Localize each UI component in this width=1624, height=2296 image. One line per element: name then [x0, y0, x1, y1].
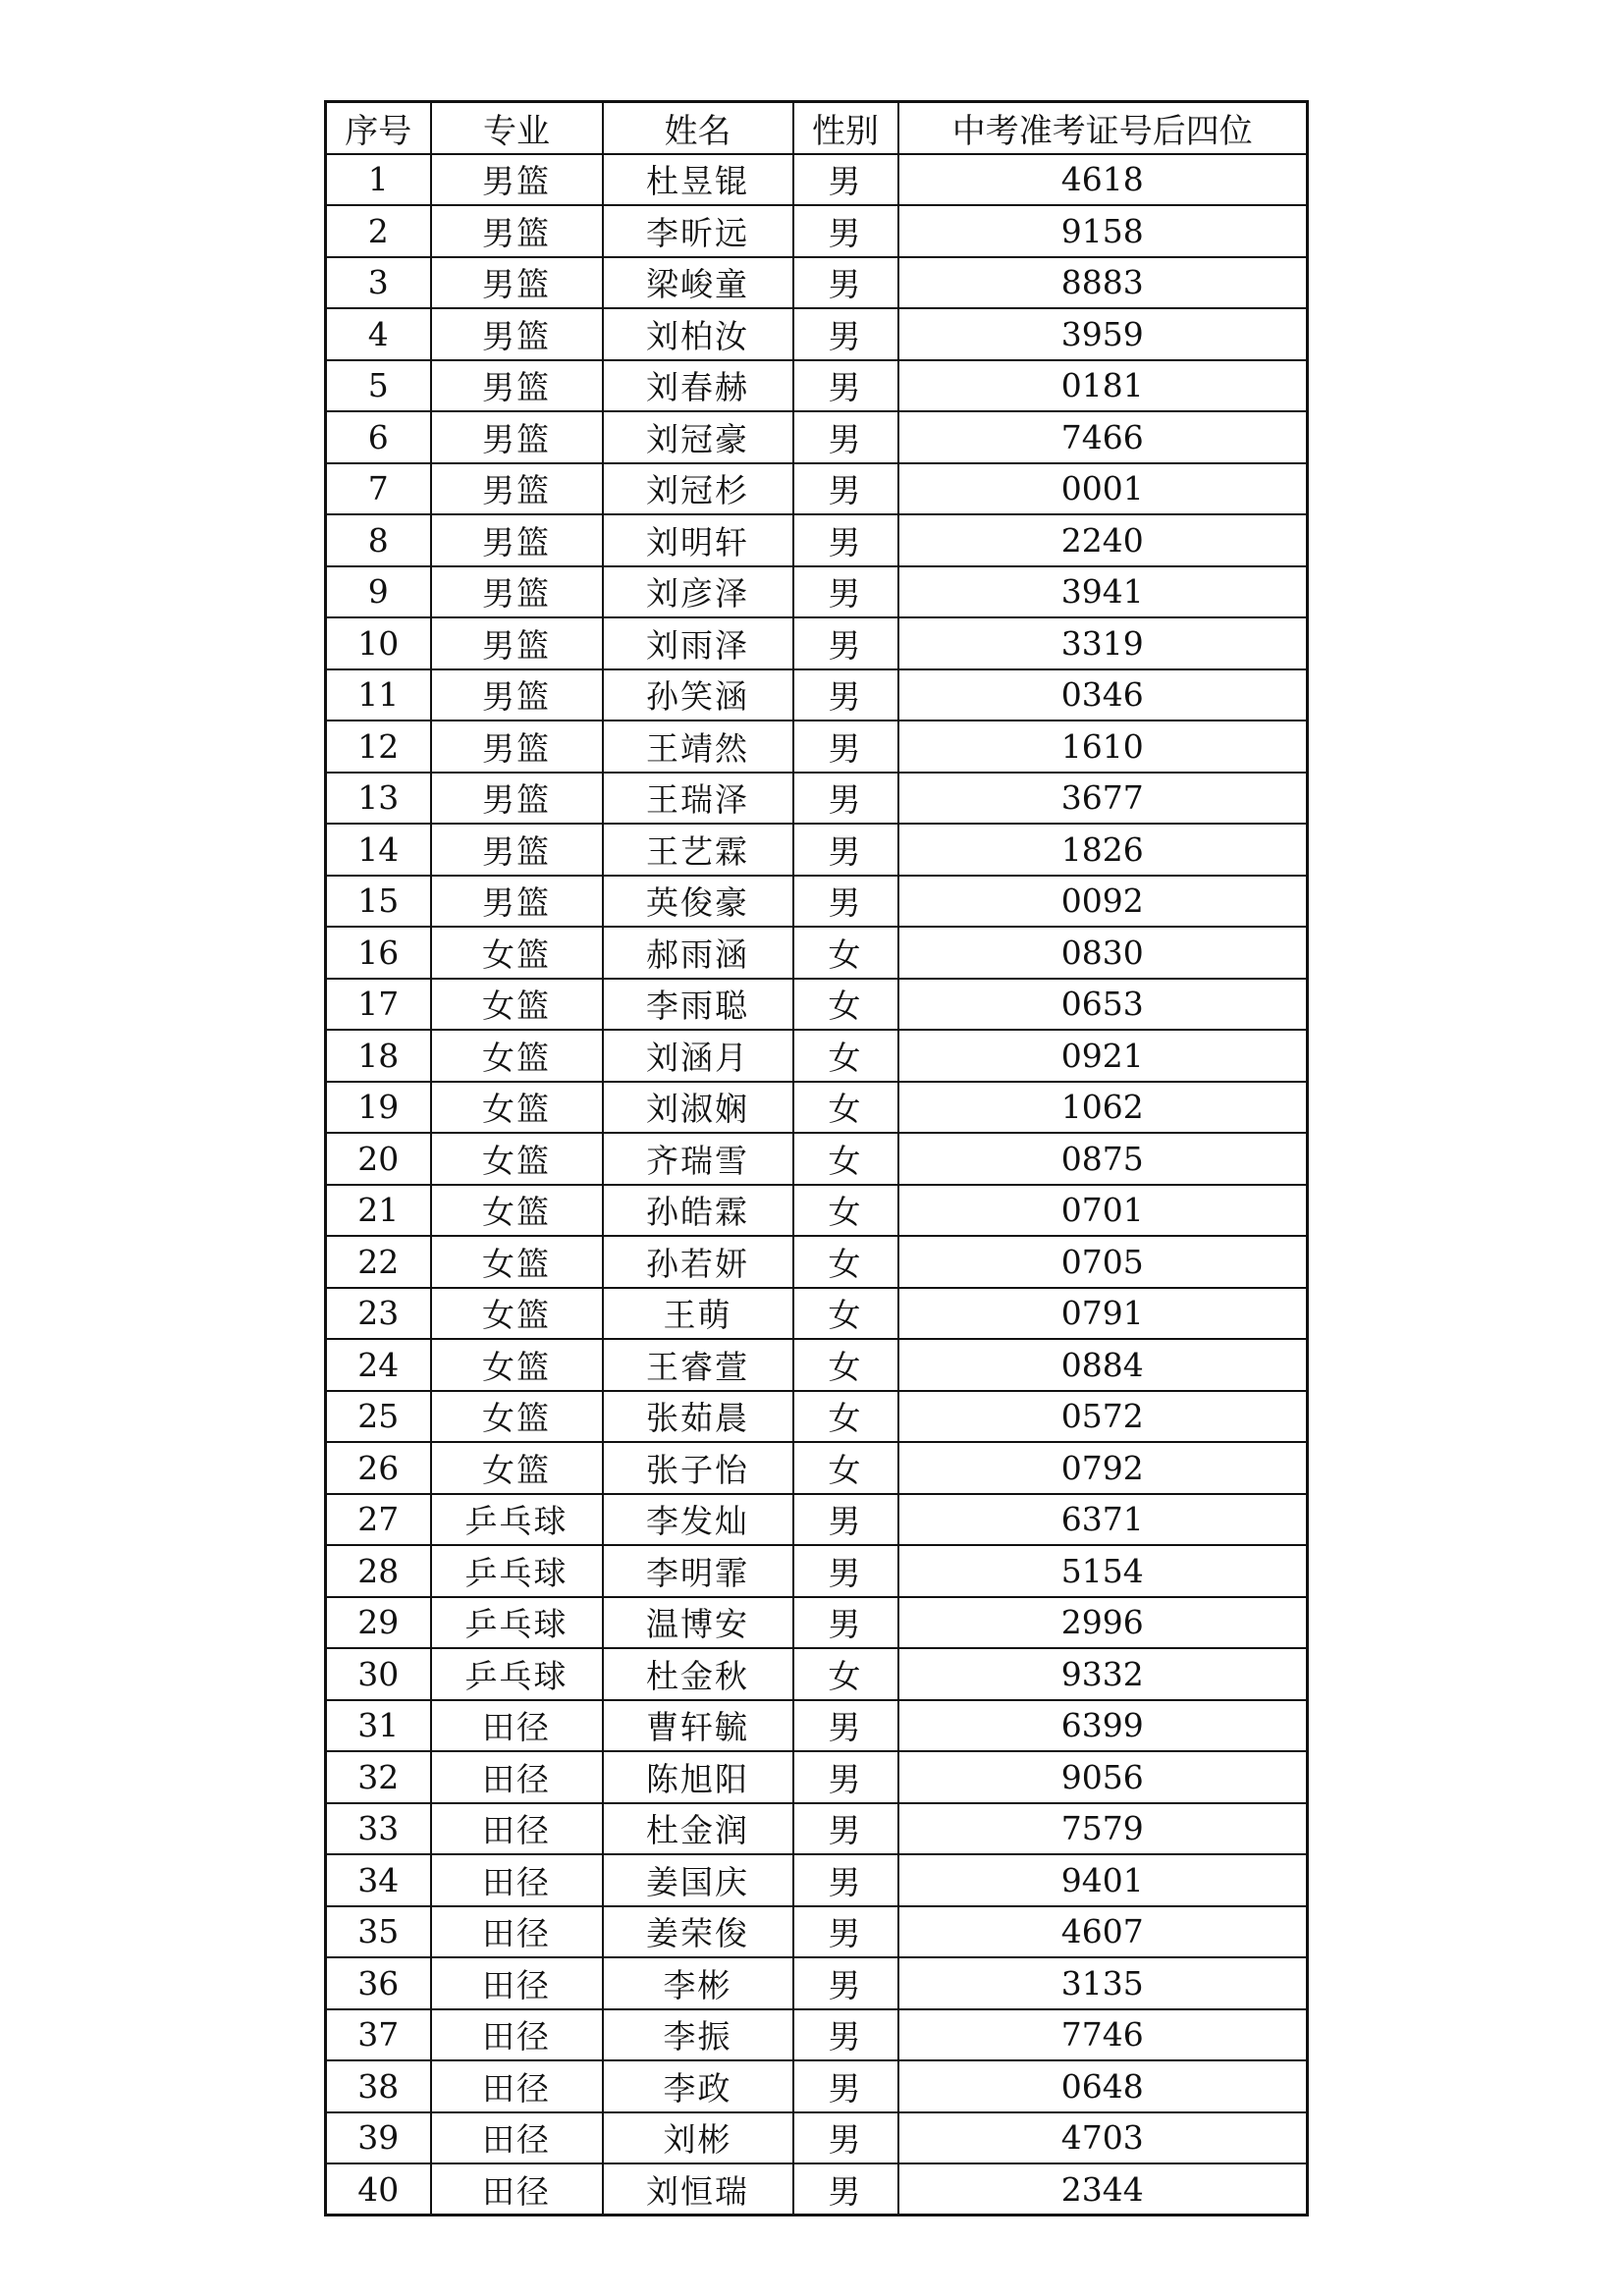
header-major: 专业 — [431, 102, 603, 154]
table-row — [326, 566, 1308, 618]
table-row — [326, 1751, 1308, 1803]
exam-id-cell: 3135 — [898, 1957, 1308, 2009]
name-cell: 姜国庆 — [603, 1854, 793, 1906]
serial-cell: 20 — [326, 1133, 431, 1185]
serial-cell: 25 — [326, 1391, 431, 1443]
serial-cell: 30 — [326, 1648, 431, 1700]
serial-cell: 8 — [326, 514, 431, 566]
table-row — [326, 360, 1308, 412]
student-list-table — [324, 100, 1309, 2216]
table-row — [326, 1545, 1308, 1597]
major-cell: 男篮 — [431, 360, 603, 412]
gender-cell: 男 — [793, 876, 898, 928]
name-cell: 刘淑娴 — [603, 1082, 793, 1134]
table-row — [326, 257, 1308, 309]
major-cell: 男篮 — [431, 463, 603, 515]
name-cell: 陈旭阳 — [603, 1751, 793, 1803]
table-row — [326, 2112, 1308, 2164]
name-cell: 刘雨泽 — [603, 617, 793, 669]
major-cell: 女篮 — [431, 1185, 603, 1237]
name-cell: 刘柏汝 — [603, 308, 793, 360]
serial-cell: 39 — [326, 2112, 431, 2164]
exam-id-cell: 7466 — [898, 411, 1308, 463]
gender-cell: 男 — [793, 257, 898, 309]
major-cell: 田径 — [431, 1957, 603, 2009]
table-row — [326, 1648, 1308, 1700]
exam-id-cell: 2240 — [898, 514, 1308, 566]
gender-cell: 男 — [793, 205, 898, 257]
table-row — [326, 979, 1308, 1031]
name-cell: 英俊豪 — [603, 876, 793, 928]
major-cell: 女篮 — [431, 1236, 603, 1288]
major-cell: 田径 — [431, 2163, 603, 2216]
major-cell: 田径 — [431, 1906, 603, 1958]
gender-cell: 男 — [793, 1597, 898, 1649]
exam-id-cell: 4703 — [898, 2112, 1308, 2164]
name-cell: 郝雨涵 — [603, 927, 793, 979]
major-cell: 田径 — [431, 1803, 603, 1855]
header-row — [326, 102, 1308, 154]
major-cell: 男篮 — [431, 257, 603, 309]
exam-id-cell: 0884 — [898, 1339, 1308, 1391]
serial-cell: 24 — [326, 1339, 431, 1391]
serial-cell: 4 — [326, 308, 431, 360]
name-cell: 李振 — [603, 2009, 793, 2061]
header-serial: 序号 — [326, 102, 431, 154]
gender-cell: 男 — [793, 463, 898, 515]
exam-id-cell: 0705 — [898, 1236, 1308, 1288]
name-cell: 刘明轩 — [603, 514, 793, 566]
table-row — [326, 1288, 1308, 1340]
major-cell: 田径 — [431, 2112, 603, 2164]
exam-id-cell: 6371 — [898, 1494, 1308, 1546]
gender-cell: 男 — [793, 1854, 898, 1906]
gender-cell: 男 — [793, 514, 898, 566]
name-cell: 杜昱锟 — [603, 154, 793, 206]
exam-id-cell: 4607 — [898, 1906, 1308, 1958]
exam-id-cell: 1062 — [898, 1082, 1308, 1134]
table-row — [326, 1082, 1308, 1134]
serial-cell: 7 — [326, 463, 431, 515]
exam-id-cell: 0921 — [898, 1030, 1308, 1082]
table-row — [326, 2060, 1308, 2112]
major-cell: 女篮 — [431, 1442, 603, 1494]
gender-cell: 男 — [793, 1751, 898, 1803]
major-cell: 男篮 — [431, 617, 603, 669]
gender-cell: 女 — [793, 927, 898, 979]
major-cell: 女篮 — [431, 1082, 603, 1134]
serial-cell: 33 — [326, 1803, 431, 1855]
exam-id-cell: 0572 — [898, 1391, 1308, 1443]
name-cell: 刘冠杉 — [603, 463, 793, 515]
table-row — [326, 1133, 1308, 1185]
gender-cell: 男 — [793, 2112, 898, 2164]
major-cell: 田径 — [431, 1854, 603, 1906]
gender-cell: 男 — [793, 824, 898, 876]
major-cell: 男篮 — [431, 669, 603, 721]
name-cell: 齐瑞雪 — [603, 1133, 793, 1185]
table-row — [326, 1442, 1308, 1494]
exam-id-cell: 2996 — [898, 1597, 1308, 1649]
name-cell: 李昕远 — [603, 205, 793, 257]
serial-cell: 21 — [326, 1185, 431, 1237]
serial-cell: 22 — [326, 1236, 431, 1288]
exam-id-cell: 0653 — [898, 979, 1308, 1031]
gender-cell: 男 — [793, 154, 898, 206]
table-row — [326, 876, 1308, 928]
gender-cell: 男 — [793, 1700, 898, 1752]
exam-id-cell: 3959 — [898, 308, 1308, 360]
serial-cell: 5 — [326, 360, 431, 412]
header-name: 姓名 — [603, 102, 793, 154]
header-gender: 性别 — [793, 102, 898, 154]
gender-cell: 男 — [793, 566, 898, 618]
gender-cell: 男 — [793, 2060, 898, 2112]
name-cell: 王瑞泽 — [603, 773, 793, 825]
major-cell: 女篮 — [431, 1391, 603, 1443]
exam-id-cell: 9158 — [898, 205, 1308, 257]
serial-cell: 34 — [326, 1854, 431, 1906]
table-row — [326, 669, 1308, 721]
serial-cell: 10 — [326, 617, 431, 669]
gender-cell: 男 — [793, 773, 898, 825]
serial-cell: 32 — [326, 1751, 431, 1803]
major-cell: 乒乓球 — [431, 1545, 603, 1597]
major-cell: 男篮 — [431, 154, 603, 206]
table-row — [326, 1339, 1308, 1391]
exam-id-cell: 0830 — [898, 927, 1308, 979]
major-cell: 男篮 — [431, 411, 603, 463]
exam-id-cell: 0181 — [898, 360, 1308, 412]
name-cell: 张子怡 — [603, 1442, 793, 1494]
table-row — [326, 2009, 1308, 2061]
serial-cell: 11 — [326, 669, 431, 721]
table-row — [326, 463, 1308, 515]
exam-id-cell: 0791 — [898, 1288, 1308, 1340]
gender-cell: 男 — [793, 360, 898, 412]
gender-cell: 男 — [793, 411, 898, 463]
serial-cell: 38 — [326, 2060, 431, 2112]
gender-cell: 女 — [793, 979, 898, 1031]
major-cell: 男篮 — [431, 308, 603, 360]
gender-cell: 男 — [793, 617, 898, 669]
exam-id-cell: 7579 — [898, 1803, 1308, 1855]
gender-cell: 女 — [793, 1339, 898, 1391]
gender-cell: 男 — [793, 1957, 898, 2009]
serial-cell: 35 — [326, 1906, 431, 1958]
gender-cell: 女 — [793, 1442, 898, 1494]
name-cell: 李政 — [603, 2060, 793, 2112]
exam-id-cell: 1826 — [898, 824, 1308, 876]
table-row — [326, 1030, 1308, 1082]
serial-cell: 27 — [326, 1494, 431, 1546]
major-cell: 男篮 — [431, 721, 603, 773]
exam-id-cell: 3677 — [898, 773, 1308, 825]
exam-id-cell: 3941 — [898, 566, 1308, 618]
major-cell: 女篮 — [431, 1288, 603, 1340]
exam-id-cell: 0648 — [898, 2060, 1308, 2112]
gender-cell: 女 — [793, 1648, 898, 1700]
gender-cell: 女 — [793, 1391, 898, 1443]
name-cell: 李发灿 — [603, 1494, 793, 1546]
gender-cell: 女 — [793, 1082, 898, 1134]
major-cell: 男篮 — [431, 824, 603, 876]
serial-cell: 6 — [326, 411, 431, 463]
serial-cell: 40 — [326, 2163, 431, 2216]
table-row — [326, 617, 1308, 669]
name-cell: 李明霏 — [603, 1545, 793, 1597]
name-cell: 曹轩毓 — [603, 1700, 793, 1752]
table-row — [326, 514, 1308, 566]
table-row — [326, 2163, 1308, 2216]
gender-cell: 女 — [793, 1185, 898, 1237]
serial-cell: 12 — [326, 721, 431, 773]
gender-cell: 女 — [793, 1236, 898, 1288]
serial-cell: 37 — [326, 2009, 431, 2061]
table-header — [326, 102, 1308, 154]
serial-cell: 13 — [326, 773, 431, 825]
major-cell: 田径 — [431, 1751, 603, 1803]
serial-cell: 1 — [326, 154, 431, 206]
gender-cell: 女 — [793, 1133, 898, 1185]
table-row — [326, 721, 1308, 773]
serial-cell: 9 — [326, 566, 431, 618]
table-row — [326, 1854, 1308, 1906]
exam-id-cell: 0346 — [898, 669, 1308, 721]
serial-cell: 14 — [326, 824, 431, 876]
major-cell: 女篮 — [431, 979, 603, 1031]
name-cell: 梁峻童 — [603, 257, 793, 309]
serial-cell: 31 — [326, 1700, 431, 1752]
serial-cell: 36 — [326, 1957, 431, 2009]
gender-cell: 男 — [793, 1494, 898, 1546]
gender-cell: 男 — [793, 308, 898, 360]
name-cell: 姜荣俊 — [603, 1906, 793, 1958]
table-row — [326, 154, 1308, 206]
major-cell: 乒乓球 — [431, 1494, 603, 1546]
exam-id-cell: 0701 — [898, 1185, 1308, 1237]
table-row — [326, 1494, 1308, 1546]
exam-id-cell: 1610 — [898, 721, 1308, 773]
exam-id-cell: 6399 — [898, 1700, 1308, 1752]
major-cell: 乒乓球 — [431, 1597, 603, 1649]
table-row — [326, 1803, 1308, 1855]
major-cell: 乒乓球 — [431, 1648, 603, 1700]
name-cell: 王艺霖 — [603, 824, 793, 876]
table-row — [326, 205, 1308, 257]
name-cell: 王靖然 — [603, 721, 793, 773]
name-cell: 孙皓霖 — [603, 1185, 793, 1237]
table-row — [326, 308, 1308, 360]
major-cell: 男篮 — [431, 773, 603, 825]
exam-id-cell: 0792 — [898, 1442, 1308, 1494]
serial-cell: 23 — [326, 1288, 431, 1340]
table-row — [326, 1957, 1308, 2009]
exam-id-cell: 0875 — [898, 1133, 1308, 1185]
exam-id-cell: 0092 — [898, 876, 1308, 928]
serial-cell: 19 — [326, 1082, 431, 1134]
exam-id-cell: 8883 — [898, 257, 1308, 309]
name-cell: 温博安 — [603, 1597, 793, 1649]
name-cell: 李雨聪 — [603, 979, 793, 1031]
name-cell: 刘彬 — [603, 2112, 793, 2164]
name-cell: 刘彦泽 — [603, 566, 793, 618]
major-cell: 男篮 — [431, 205, 603, 257]
major-cell: 男篮 — [431, 876, 603, 928]
exam-id-cell: 0001 — [898, 463, 1308, 515]
table-row — [326, 411, 1308, 463]
exam-id-cell: 9401 — [898, 1854, 1308, 1906]
name-cell: 杜金润 — [603, 1803, 793, 1855]
major-cell: 女篮 — [431, 927, 603, 979]
name-cell: 王萌 — [603, 1288, 793, 1340]
exam-id-cell: 9056 — [898, 1751, 1308, 1803]
name-cell: 刘春赫 — [603, 360, 793, 412]
table-body — [326, 154, 1308, 2216]
gender-cell: 男 — [793, 1545, 898, 1597]
table-row — [326, 1185, 1308, 1237]
exam-id-cell: 5154 — [898, 1545, 1308, 1597]
major-cell: 女篮 — [431, 1030, 603, 1082]
name-cell: 王睿萱 — [603, 1339, 793, 1391]
name-cell: 杜金秋 — [603, 1648, 793, 1700]
table-row — [326, 824, 1308, 876]
table-row — [326, 927, 1308, 979]
serial-cell: 26 — [326, 1442, 431, 1494]
major-cell: 田径 — [431, 2060, 603, 2112]
name-cell: 孙笑涵 — [603, 669, 793, 721]
serial-cell: 28 — [326, 1545, 431, 1597]
major-cell: 田径 — [431, 1700, 603, 1752]
serial-cell: 17 — [326, 979, 431, 1031]
name-cell: 刘恒瑞 — [603, 2163, 793, 2216]
gender-cell: 男 — [793, 2009, 898, 2061]
gender-cell: 男 — [793, 669, 898, 721]
serial-cell: 15 — [326, 876, 431, 928]
name-cell: 张茹晨 — [603, 1391, 793, 1443]
major-cell: 女篮 — [431, 1339, 603, 1391]
major-cell: 田径 — [431, 2009, 603, 2061]
name-cell: 李彬 — [603, 1957, 793, 2009]
serial-cell: 2 — [326, 205, 431, 257]
table-row — [326, 1236, 1308, 1288]
table-row — [326, 1597, 1308, 1649]
table-row — [326, 1700, 1308, 1752]
table-row — [326, 773, 1308, 825]
name-cell: 刘冠豪 — [603, 411, 793, 463]
gender-cell: 女 — [793, 1288, 898, 1340]
table-row — [326, 1391, 1308, 1443]
gender-cell: 男 — [793, 721, 898, 773]
gender-cell: 女 — [793, 1030, 898, 1082]
major-cell: 男篮 — [431, 514, 603, 566]
table-row — [326, 1906, 1308, 1958]
header-exam-id: 中考准考证号后四位 — [898, 102, 1308, 154]
exam-id-cell: 9332 — [898, 1648, 1308, 1700]
gender-cell: 男 — [793, 1906, 898, 1958]
exam-id-cell: 2344 — [898, 2163, 1308, 2216]
name-cell: 刘涵月 — [603, 1030, 793, 1082]
exam-id-cell: 3319 — [898, 617, 1308, 669]
gender-cell: 男 — [793, 1803, 898, 1855]
serial-cell: 3 — [326, 257, 431, 309]
exam-id-cell: 4618 — [898, 154, 1308, 206]
serial-cell: 16 — [326, 927, 431, 979]
major-cell: 男篮 — [431, 566, 603, 618]
serial-cell: 18 — [326, 1030, 431, 1082]
name-cell: 孙若妍 — [603, 1236, 793, 1288]
major-cell: 女篮 — [431, 1133, 603, 1185]
exam-id-cell: 7746 — [898, 2009, 1308, 2061]
gender-cell: 男 — [793, 2163, 898, 2216]
serial-cell: 29 — [326, 1597, 431, 1649]
